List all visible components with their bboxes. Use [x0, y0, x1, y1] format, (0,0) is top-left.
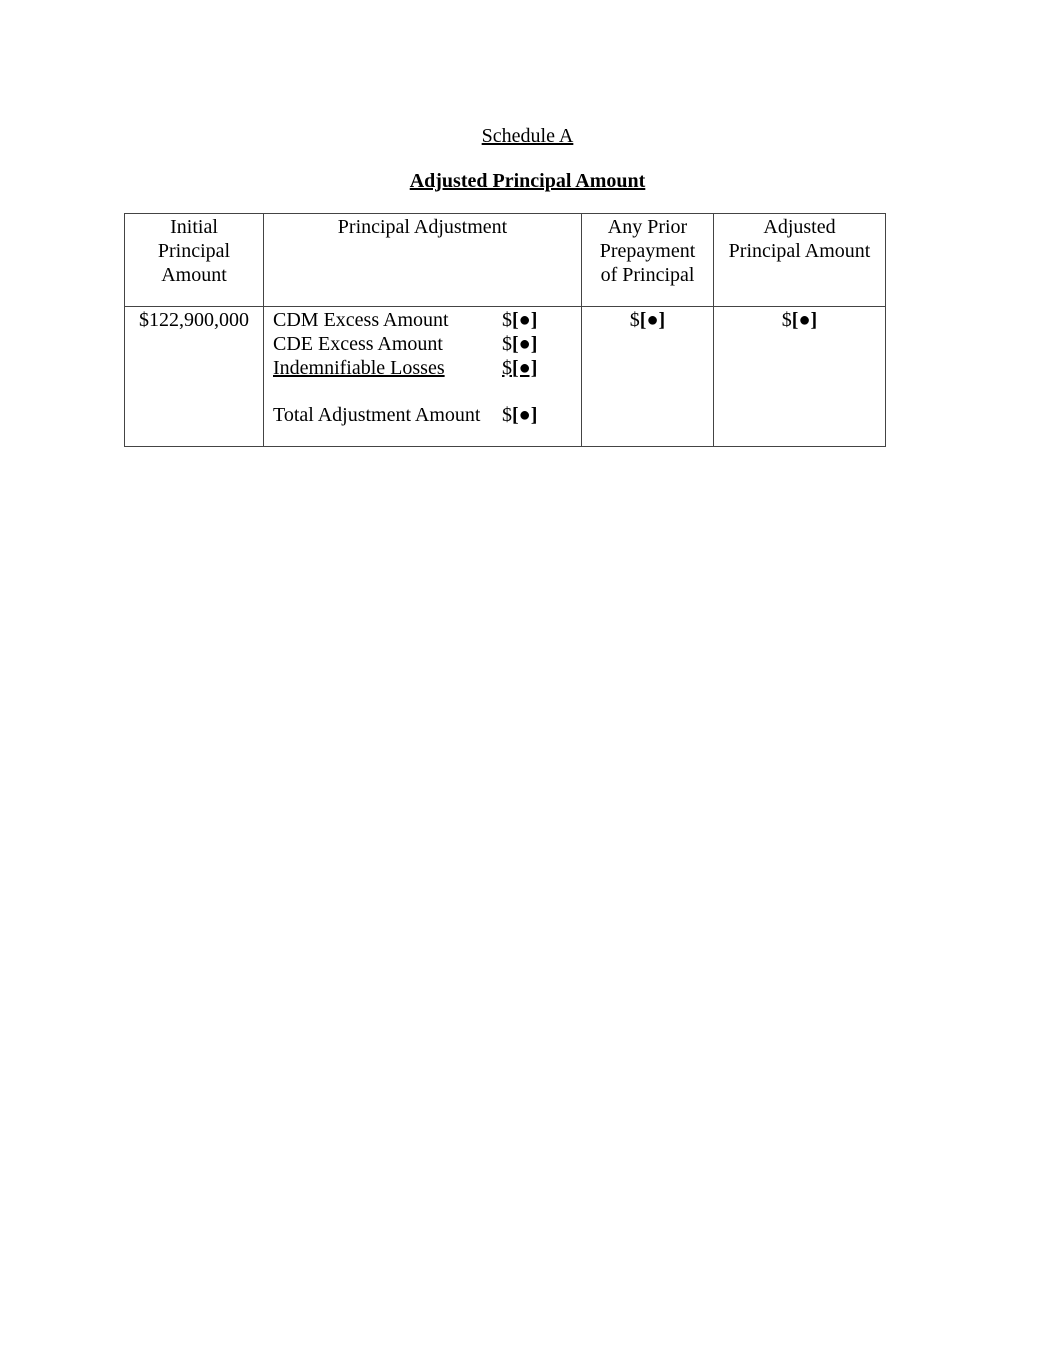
schedule-title: Schedule A [481, 125, 574, 147]
table-title: Adjusted Principal Amount [409, 170, 646, 192]
adjusted-principal-value: [●] [791, 309, 818, 331]
adjustment-line-cdm [273, 308, 581, 332]
header-text: Principal Adjustment [337, 216, 508, 238]
adjustment-line-indemnifiable [273, 356, 581, 380]
adjustment-value: [●] [512, 333, 538, 355]
adjusted-principal-table [124, 213, 886, 447]
total-value: [●] [512, 404, 538, 426]
adjustment-value: [●] [512, 309, 538, 331]
adjustment-value: [●] [512, 357, 538, 379]
prior-prepayment-cell [582, 307, 714, 447]
header-text: Principal Amount [728, 240, 871, 262]
header-text: Prepayment [599, 240, 696, 262]
currency-symbol: $ [502, 309, 512, 331]
total-label: Total Adjustment Amount [273, 404, 481, 426]
header-adjusted-principal [714, 214, 886, 307]
currency-symbol: $ [629, 309, 640, 331]
header-text: Any Prior [607, 216, 688, 238]
currency-symbol: $ [502, 404, 512, 426]
header-initial-principal [125, 214, 264, 307]
initial-amount-value: $122,900,000 [139, 309, 249, 331]
currency-symbol: $ [502, 333, 512, 355]
header-text: Initial [170, 216, 218, 238]
initial-amount-cell [125, 307, 264, 447]
header-row [125, 214, 886, 307]
adjustment-label: CDE Excess Amount [273, 333, 443, 355]
header-principal-adjustment [264, 214, 582, 307]
adjustment-line-cde [273, 332, 581, 356]
currency-symbol: $ [502, 357, 512, 379]
header-text: Amount [161, 264, 227, 286]
adjustment-label: CDM Excess Amount [273, 309, 449, 331]
header-text: of Principal [600, 264, 695, 286]
header-text: Adjusted [763, 216, 836, 238]
prior-prepayment-value: [●] [639, 309, 666, 331]
header-prior-prepayment [582, 214, 714, 307]
table-row [125, 307, 886, 447]
adjustment-cell [264, 307, 582, 447]
currency-symbol: $ [781, 309, 792, 331]
adjusted-principal-cell [714, 307, 886, 447]
spacer [273, 380, 581, 403]
header-text: Principal [157, 240, 231, 262]
adjustment-label: Indemnifiable Losses [273, 357, 445, 379]
adjustment-line-total [273, 403, 581, 427]
